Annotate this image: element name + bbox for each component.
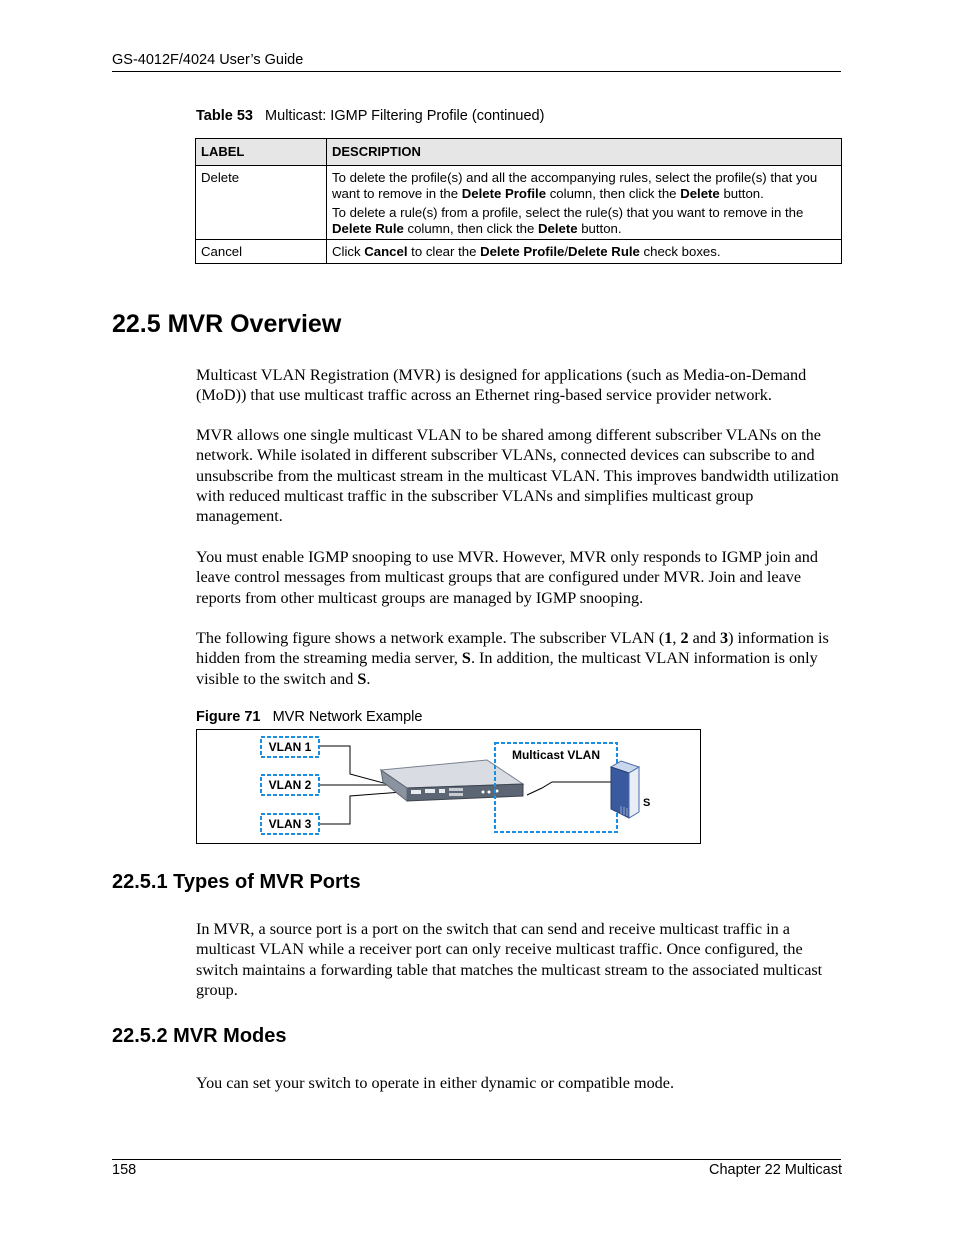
svg-text:VLAN 1: VLAN 1 <box>268 740 312 754</box>
row-description-delete <box>327 166 842 240</box>
table-caption-text: Multicast: IGMP Filtering Profile (continued) <box>265 108 545 124</box>
figure-caption-label: Figure 71 <box>196 709 261 725</box>
page-number: 158 <box>112 1162 137 1178</box>
figure-caption <box>196 709 422 725</box>
vlan-box-2 <box>261 775 319 795</box>
description-paragraph: To delete the profile(s) and all the accompanying rules, select the profile(s) that you want to remove in the Delete Profile column, then click the Delete button. <box>332 170 818 201</box>
table-caption <box>196 108 544 124</box>
table-row <box>196 240 842 264</box>
row-description-cancel <box>327 240 842 264</box>
chapter-label: Chapter 22 Multicast <box>709 1162 842 1178</box>
section-paragraph-2: MVR allows one single multicast VLAN to be shared among different subscriber VLANs on the network. While isolated in different subscriber VLANs, connected devices can subscribe to and unsubscribe from the multicast stream in the multicast VLAN. This improves bandwidth utilization with reduced multicast traffic in the subscriber VLANs and simplifies multicast group management. <box>196 426 839 526</box>
description-paragraph: Click Cancel to clear the Delete Profile/Delete Rule check boxes. <box>332 244 721 259</box>
server-icon <box>611 761 639 818</box>
vlan-box-3 <box>261 814 319 834</box>
subsection-title-modes: 22.5.2 MVR Modes <box>112 1025 287 1047</box>
subsection-paragraph-modes: You can set your switch to operate in either dynamic or compatible mode. <box>196 1074 675 1092</box>
footer-rule <box>112 1159 841 1160</box>
column-header-description: DESCRIPTION <box>327 139 842 166</box>
subsection-paragraph-types: In MVR, a source port is a port on the switch that can send and receive multicast traffic in a multicast VLAN while a receiver port can only receive multicast traffic. Once configured, the switch maintains a forwarding table that matches the multicast stream to the associated multicast group. <box>196 920 823 999</box>
svg-text:VLAN 2: VLAN 2 <box>268 778 312 792</box>
mvr-network-figure <box>196 729 701 844</box>
row-label-delete: Delete <box>196 166 327 240</box>
mvr-network-diagram <box>197 730 700 843</box>
header-rule <box>112 71 841 72</box>
svg-text:Multicast VLAN: Multicast VLAN <box>511 748 601 762</box>
running-header: GS-4012F/4024 User’s Guide <box>112 52 304 68</box>
table-caption-label: Table 53 <box>196 108 253 124</box>
figure-caption-text: MVR Network Example <box>272 709 423 725</box>
column-header-label: LABEL <box>196 139 327 166</box>
table-header-row <box>196 139 842 166</box>
section-paragraph-3: You must enable IGMP snooping to use MVR. However, MVR only responds to IGMP join and leave control messages from multicast groups that are configured under MVR. Join and leave reports from other multicast groups are managed by IGMP snooping. <box>196 548 818 607</box>
description-paragraph: To delete a rule(s) from a profile, select the rule(s) that you want to remove in the Delete Rule column, then click the Delete button. <box>332 205 804 236</box>
section-paragraph-4: The following figure shows a network example. The subscriber VLAN (1, 2 and 3) information is hidden from the streaming media server, S. In addition, the multicast VLAN information is only visible to the switch and S. <box>196 629 829 688</box>
table-row <box>196 166 842 240</box>
section-paragraph-1: Multicast VLAN Registration (MVR) is designed for applications (such as Media-on-Demand (MoD)) that use multicast traffic across an Ethernet ring-based service provider network. <box>196 366 807 405</box>
row-label-cancel: Cancel <box>196 240 327 264</box>
section-title: 22.5 MVR Overview <box>112 310 342 338</box>
igmp-filtering-profile-table <box>195 138 842 264</box>
server-label: S <box>643 797 651 809</box>
switch-icon <box>381 760 523 801</box>
vlan-box-1 <box>261 737 319 757</box>
subsection-title-types: 22.5.1 Types of MVR Ports <box>112 871 361 893</box>
svg-text:VLAN 3: VLAN 3 <box>268 817 312 831</box>
